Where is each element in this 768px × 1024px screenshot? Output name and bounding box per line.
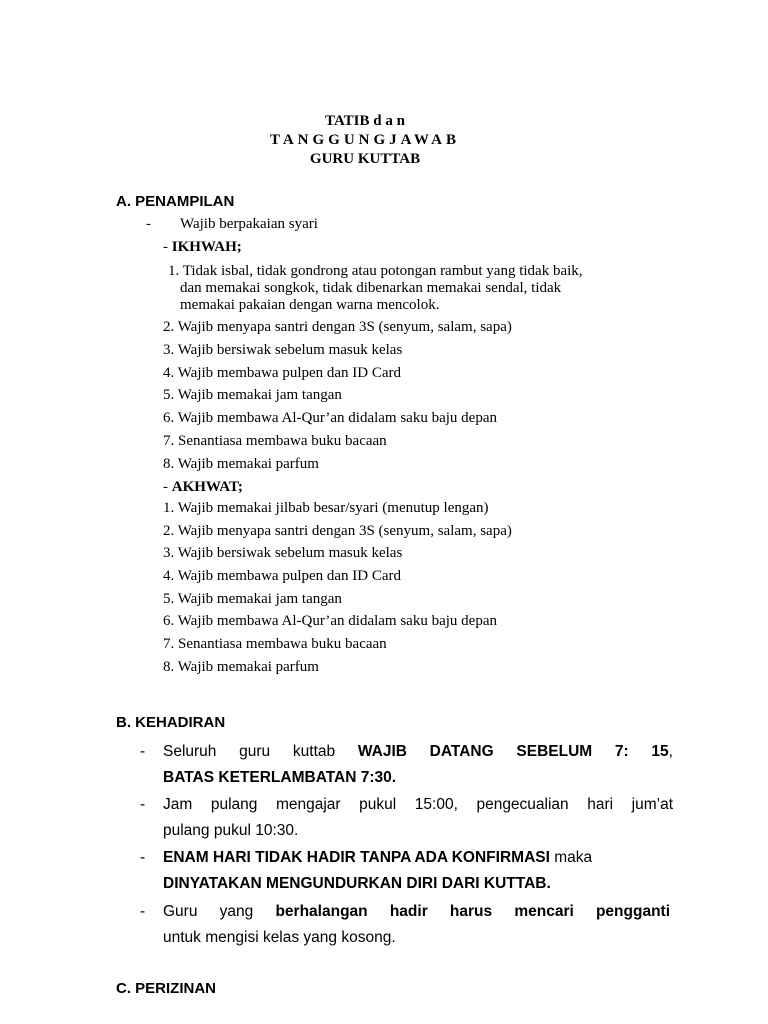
ikhwah-item: 7. Senantiasa membawa buku bacaan <box>163 433 387 449</box>
kehadiran-item-4: Guru yang berhalangan hadir harus mencari pengganti <box>163 903 671 920</box>
akhwat-item: 6. Wajib membawa Al-Qur’an didalam saku baju depan <box>163 613 497 629</box>
ikhwah-heading: - IKHWAH; <box>163 239 242 255</box>
akhwat-item: 3. Wajib bersiwak sebelum masuk kelas <box>163 545 403 561</box>
akhwat-heading: - AKHWAT; <box>163 479 243 495</box>
ikhwah-item: 2. Wajib menyapa santri dengan 3S (senyum, salam, sapa) <box>163 319 512 335</box>
ikhwah-item: 5. Wajib memakai jam tangan <box>163 387 342 403</box>
akhwat-item: 2. Wajib menyapa santri dengan 3S (senyum, salam, sapa) <box>163 523 512 539</box>
kehadiran-item-2: Jam pulang mengajar pukul 15:00, pengecualian hari jum’at <box>163 796 674 813</box>
kehadiran-item-1: Seluruh guru kuttab WAJIB DATANG SEBELUM 7: 15, <box>163 743 673 760</box>
ikhwah-item: 3. Wajib bersiwak sebelum masuk kelas <box>163 342 403 358</box>
kehadiran-item-3: ENAM HARI TIDAK HADIR TANPA ADA KONFIRMASI maka <box>163 849 593 866</box>
akhwat-item: 5. Wajib memakai jam tangan <box>163 591 342 607</box>
ikhwah-item: 1. Tidak isbal, tidak gondrong atau potongan rambut yang tidak baik, <box>168 263 583 279</box>
doc-title-line2: TANGGUNGJAWAB <box>269 132 461 148</box>
ikhwah-item: 4. Wajib membawa pulpen dan ID Card <box>163 365 402 381</box>
kehadiran-item-4-line2: untuk mengisi kelas yang kosong. <box>163 929 396 946</box>
kehadiran-item-1-line2: BATAS KETERLAMBATAN 7:30. <box>163 769 397 786</box>
ikhwah-item-cont: dan memakai songkok, tidak dibenarkan memakai sendal, tidak <box>180 280 562 296</box>
section-a-dash: - <box>146 216 151 232</box>
kehadiran-item-3-line2: DINYATAKAN MENGUNDURKAN DIRI DARI KUTTAB. <box>163 875 551 892</box>
akhwat-item: 8. Wajib memakai parfum <box>163 659 319 675</box>
section-b-heading: B. KEHADIRAN <box>116 714 226 731</box>
section-a-intro: Wajib berpakaian syari <box>180 216 318 232</box>
list-dash: - <box>140 796 146 813</box>
akhwat-item: 1. Wajib memakai jilbab besar/syari (menutup lengan) <box>163 500 489 516</box>
list-dash: - <box>140 903 146 920</box>
section-c-heading: C. PERIZINAN <box>116 980 217 997</box>
akhwat-item: 4. Wajib membawa pulpen dan ID Card <box>163 568 402 584</box>
list-dash: - <box>140 743 146 760</box>
ikhwah-item-cont: memakai pakaian dengan warna mencolok. <box>180 297 440 313</box>
doc-title-line3: GURU KUTTAB <box>309 151 421 167</box>
doc-title-line1: TATIB d a n <box>325 113 405 129</box>
list-dash: - <box>140 849 146 866</box>
kehadiran-item-2-line2: pulang pukul 10:30. <box>163 822 299 839</box>
ikhwah-item: 6. Wajib membawa Al-Qur’an didalam saku baju depan <box>163 410 497 426</box>
section-a-heading: A. PENAMPILAN <box>116 193 235 210</box>
ikhwah-item: 8. Wajib memakai parfum <box>163 456 319 472</box>
akhwat-item: 7. Senantiasa membawa buku bacaan <box>163 636 387 652</box>
